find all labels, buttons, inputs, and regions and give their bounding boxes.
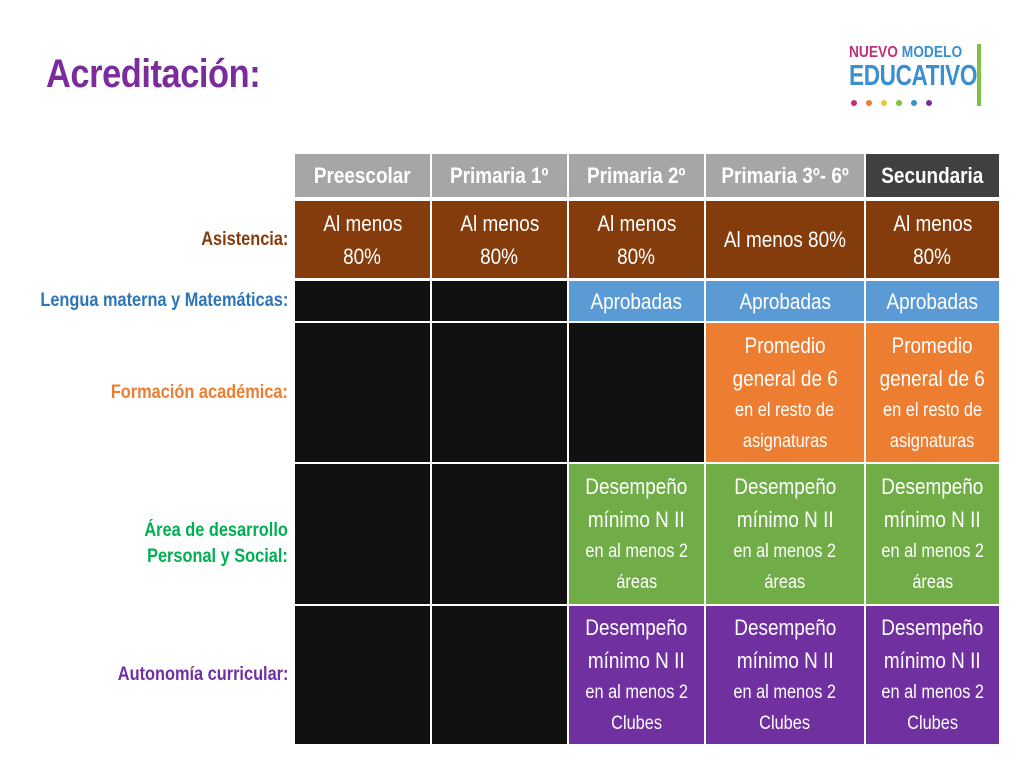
row-label-line: Personal y Social: [147, 546, 288, 567]
cell-text: Primaria 1º [450, 163, 549, 188]
cell-text: en al menos 2 [733, 682, 837, 703]
table-cell [706, 281, 864, 321]
cell-text: en el resto de [735, 399, 835, 421]
table-cell [706, 201, 864, 278]
cell-text: Desempeño [733, 474, 837, 499]
table-cell [295, 281, 430, 321]
cell-text: en el resto de [882, 399, 983, 421]
column-header-5 [866, 154, 999, 197]
cell-text: mínimo N II [736, 507, 834, 532]
row-label-autonomia [117, 662, 288, 688]
cell-text: Aprobadas [739, 288, 831, 314]
table-cell [295, 606, 430, 744]
table-cell [295, 464, 430, 604]
table-cell [295, 323, 430, 462]
cell-text: Desempeño [733, 615, 837, 640]
cell-text: asignaturas [742, 430, 828, 452]
table-cell [432, 323, 567, 462]
cell-text: asignaturas [890, 430, 975, 452]
cell-text: Clubes [611, 713, 662, 734]
cell-text: Desempeño [881, 474, 984, 499]
cell-text: Desempeño [881, 615, 984, 640]
cell-text: áreas [764, 572, 806, 593]
cell-text: Aprobadas [590, 288, 683, 314]
logo-dot [926, 100, 932, 106]
cell-text: 80% [913, 243, 952, 269]
table-cell [866, 606, 999, 744]
table-cell [866, 201, 999, 278]
cell-text: en al menos 2 [585, 682, 688, 703]
table-cell [706, 323, 864, 462]
row-label-line: Área de desarrollo [144, 520, 288, 541]
cell-text: Preescolar [314, 163, 411, 188]
row-label-line: Formación académica: [110, 381, 288, 403]
column-header-1 [295, 154, 430, 197]
logo-dot [881, 100, 887, 106]
cell-text: Primaria 2º [587, 163, 686, 188]
table-cell [295, 201, 430, 278]
cell-text: mínimo N II [884, 648, 981, 673]
cell-text: Al menos [597, 210, 676, 236]
column-header-4 [706, 154, 864, 197]
cell-text: en al menos 2 [585, 541, 688, 562]
cell-text: general de 6 [879, 365, 986, 391]
cell-text: mínimo N II [588, 507, 685, 532]
nuevo-modelo-educativo-logo [849, 42, 989, 110]
logo-word-modelo: MODELO [901, 44, 963, 61]
cell-text: mínimo N II [884, 507, 981, 532]
cell-text: Aprobadas [886, 288, 979, 314]
table-cell [866, 323, 999, 462]
table-cell [432, 606, 567, 744]
cell-text: Promedio [744, 332, 826, 358]
logo-line-2: EDUCATIVO [849, 60, 978, 92]
cell-text: 80% [343, 243, 382, 269]
table-cell [569, 281, 704, 321]
cell-text: áreas [912, 572, 953, 593]
logo-dot [896, 100, 902, 106]
cell-text: Al menos [460, 210, 539, 236]
logo-dot [911, 100, 917, 106]
table-cell [432, 281, 567, 321]
cell-text: mínimo N II [736, 648, 834, 673]
cell-text: Desempeño [585, 474, 688, 499]
cell-text: general de 6 [732, 365, 838, 391]
table-cell [866, 281, 999, 321]
cell-text: áreas [616, 572, 657, 593]
logo-bar [977, 44, 981, 106]
cell-text: Al menos [893, 210, 972, 236]
column-header-3 [569, 154, 704, 197]
cell-text: Primaria 3º- 6º [721, 163, 849, 188]
row-label-line: Autonomía curricular: [117, 664, 288, 685]
cell-text: Promedio [892, 332, 973, 358]
table-cell [706, 606, 864, 744]
table-cell [569, 201, 704, 278]
cell-text: en al menos 2 [881, 682, 984, 703]
table-cell [569, 323, 704, 462]
table-cell [706, 464, 864, 604]
cell-text: mínimo N II [588, 648, 685, 673]
table-cell [432, 464, 567, 604]
row-label-lengua [40, 288, 288, 314]
cell-text: 80% [480, 243, 519, 269]
cell-text: 80% [617, 243, 656, 269]
cell-text: en al menos 2 [881, 541, 984, 562]
cell-text: Clubes [907, 713, 958, 734]
table-cell [866, 464, 999, 604]
cell-text: en al menos 2 [733, 541, 837, 562]
logo-dot [866, 100, 872, 106]
cell-text: Secundaria [881, 163, 984, 188]
logo-word-nuevo: NUEVO [849, 44, 898, 61]
row-label-line: Lengua materna y Matemáticas: [40, 290, 288, 311]
table-cell [569, 464, 704, 604]
cell-text: Al menos [323, 210, 402, 236]
row-label-formacion [111, 380, 288, 406]
logo-dots [851, 100, 932, 106]
cell-text: Clubes [759, 713, 811, 734]
logo-dot [851, 100, 857, 106]
cell-text: Desempeño [585, 615, 688, 640]
page-title: Acreditación: [46, 52, 261, 96]
table-cell [569, 606, 704, 744]
row-label-line: Asistencia: [200, 228, 288, 250]
cell-text: Al menos 80% [723, 227, 846, 252]
row-label-desarrollo [145, 518, 288, 570]
table-cell [432, 201, 567, 278]
row-label-asistencia [201, 227, 288, 253]
column-header-2 [432, 154, 567, 197]
